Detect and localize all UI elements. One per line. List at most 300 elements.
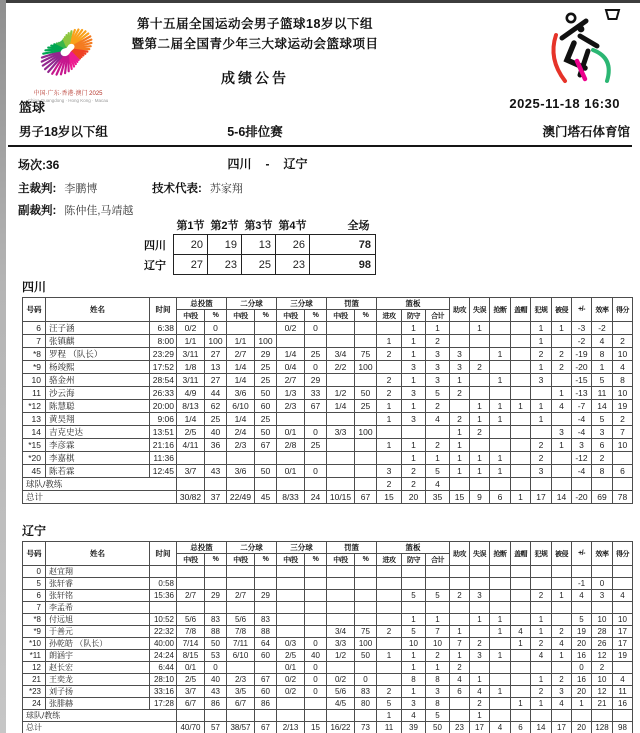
stat-cell [490, 322, 511, 335]
box-score-liaoning [22, 522, 634, 733]
stat-cell [511, 348, 531, 361]
stat-cell: 1/8 [177, 361, 205, 374]
stat-cell: 20 [402, 491, 426, 504]
stat-cell [402, 426, 426, 439]
stat-cell: 23 [450, 722, 470, 733]
stat-cell: 2/3 [277, 400, 305, 413]
stat-cell [490, 478, 511, 491]
technical-delegate [152, 179, 243, 197]
stat-cell: 陈若霖 [46, 465, 150, 478]
stat-cell [305, 452, 327, 465]
stat-cell: 4/5 [327, 698, 355, 710]
stat-cell [490, 387, 511, 400]
stat-cell [552, 578, 572, 590]
stat-cell: 17 [613, 626, 633, 638]
stat-cell: 4 [426, 413, 450, 426]
bulletin-heading: 成绩公告 [221, 70, 289, 86]
stat-cell: 8/33 [277, 491, 305, 504]
stat-cell: 10 [592, 674, 613, 686]
stat-cell: 40 [205, 674, 227, 686]
stat-cell: 40 [205, 426, 227, 439]
stat-cell: 1 [531, 626, 552, 638]
stat-cell [327, 602, 355, 614]
stat-cell: 1 [511, 491, 531, 504]
stat-cell: 100 [355, 638, 377, 650]
stat-cell: 3/5 [227, 686, 255, 698]
stat-cell: 1 [531, 698, 552, 710]
stat-cell: 1 [402, 335, 426, 348]
player-row [23, 439, 633, 452]
stat-cell: 4 [572, 590, 592, 602]
stat-cell: 6/10 [227, 400, 255, 413]
stat-cell: 28:10 [150, 674, 177, 686]
stat-cell: 86 [205, 698, 227, 710]
stat-cell: 13 [23, 413, 46, 426]
col-header: % [305, 310, 327, 322]
stat-cell [552, 374, 572, 387]
box-score-sichuan [22, 278, 634, 504]
stat-cell [255, 478, 277, 491]
col-header: 罚篮 [327, 298, 377, 310]
matchup-heading [0, 155, 535, 172]
stat-cell: 1/4 [177, 413, 205, 426]
stat-cell [490, 590, 511, 602]
title-line-2: 暨第二届全国青少年三大球运动会篮球项目 [131, 37, 379, 51]
stat-cell: 1 [592, 361, 613, 374]
stat-cell: 75 [355, 626, 377, 638]
stat-cell: 4 [552, 400, 572, 413]
stat-cell: 2 [377, 374, 402, 387]
stat-cell [490, 426, 511, 439]
stat-cell [177, 452, 205, 465]
q2-header: 第2节 [210, 220, 239, 232]
stat-cell: 100 [355, 426, 377, 439]
col-header: 失误 [470, 542, 490, 566]
stat-cell: 2 [531, 590, 552, 602]
stat-cell: 1 [402, 452, 426, 465]
stat-cell [490, 566, 511, 578]
stat-cell [355, 335, 377, 348]
stat-cell: 1 [490, 452, 511, 465]
stat-cell: 1 [450, 426, 470, 439]
player-row [23, 638, 633, 650]
stat-cell: 1/2 [327, 387, 355, 400]
stat-cell: 27 [205, 374, 227, 387]
venue-label: 澳门塔石体育馆 [542, 125, 630, 139]
stat-cell: 0 [305, 686, 327, 698]
vs-separator: - [265, 157, 270, 171]
stat-cell [470, 626, 490, 638]
stat-cell: 赵宜翔 [46, 566, 150, 578]
stat-cell: -20 [572, 491, 592, 504]
stat-cell: -20 [572, 361, 592, 374]
stat-cell [327, 374, 355, 387]
stat-cell: 0 [305, 465, 327, 478]
stat-cell [511, 322, 531, 335]
stat-cell [377, 674, 402, 686]
stat-cell: 李孟希 [46, 602, 150, 614]
stat-cell: 1 [402, 686, 426, 698]
stat-cell [552, 710, 572, 722]
col-header: 篮板 [377, 542, 450, 554]
stat-cell: 15 [305, 722, 327, 733]
stat-cell: 60 [255, 686, 277, 698]
stat-cell [227, 452, 255, 465]
stat-cell: -4 [572, 413, 592, 426]
stat-cell [205, 452, 227, 465]
stat-cell: 16 [572, 650, 592, 662]
stat-cell [511, 662, 531, 674]
stat-cell: 5 [426, 387, 450, 400]
stat-cell: -2 [592, 322, 613, 335]
stat-cell [531, 426, 552, 439]
stat-cell [327, 452, 355, 465]
stat-cell: 100 [205, 335, 227, 348]
team-title: 四川 [22, 280, 47, 294]
stat-cell: 3 [402, 413, 426, 426]
player-row [23, 322, 633, 335]
stat-cell: 2 [470, 426, 490, 439]
stat-cell: 0/3 [277, 638, 305, 650]
stat-cell: 1 [490, 413, 511, 426]
stat-cell: 1 [426, 614, 450, 626]
stat-cell: 1 [470, 322, 490, 335]
col-header: 效率 [592, 298, 613, 322]
stat-cell: 60 [255, 650, 277, 662]
stat-cell [511, 686, 531, 698]
stat-cell: 10 [592, 614, 613, 626]
stat-cell [613, 710, 633, 722]
stat-cell: 43 [205, 686, 227, 698]
stat-cell [450, 566, 470, 578]
stat-cell [227, 662, 255, 674]
stat-cell [490, 335, 511, 348]
technical-delegate-label: 技术代表: [152, 183, 202, 195]
stat-cell: 1/4 [327, 400, 355, 413]
stat-cell: 1/2 [327, 650, 355, 662]
stat-cell [177, 602, 205, 614]
stat-cell [255, 710, 277, 722]
stat-cell: 7/11 [227, 638, 255, 650]
stat-cell: -15 [572, 374, 592, 387]
stat-cell: 88 [255, 626, 277, 638]
col-header: 号码 [23, 298, 46, 322]
stat-cell: 1 [552, 322, 572, 335]
stat-cell [205, 578, 227, 590]
stat-cell [377, 361, 402, 374]
stat-cell [305, 413, 327, 426]
col-header: 效率 [592, 542, 613, 566]
stat-cell: 7 [426, 626, 450, 638]
stat-cell [470, 348, 490, 361]
stat-cell: 50 [255, 387, 277, 400]
stat-cell: 3 [402, 698, 426, 710]
stat-cell [490, 361, 511, 374]
stat-cell: 128 [592, 722, 613, 733]
stat-cell [277, 602, 305, 614]
stat-cell: 8 [592, 348, 613, 361]
stat-cell [490, 662, 511, 674]
stat-cell [177, 710, 205, 722]
stat-cell: 1 [426, 452, 450, 465]
stat-cell: 86 [255, 698, 277, 710]
stat-cell: 50 [205, 638, 227, 650]
stat-cell: 2 [552, 626, 572, 638]
stat-cell: 14 [552, 491, 572, 504]
stat-cell: 17 [613, 638, 633, 650]
stat-cell: 25 [255, 374, 277, 387]
stat-cell [531, 578, 552, 590]
stat-cell: *8 [23, 348, 46, 361]
stat-cell: 2 [450, 662, 470, 674]
stat-cell: 5 [592, 374, 613, 387]
col-header: 得分 [613, 298, 633, 322]
stat-cell: -7 [572, 400, 592, 413]
stat-cell [377, 566, 402, 578]
stat-cell: 2 [450, 387, 470, 400]
stat-cell [572, 602, 592, 614]
stat-cell: 6 [592, 439, 613, 452]
col-header: 抢断 [490, 542, 511, 566]
stat-cell [552, 602, 572, 614]
player-row [23, 602, 633, 614]
col-header: 得分 [613, 542, 633, 566]
stat-cell [377, 662, 402, 674]
stat-cell [490, 710, 511, 722]
stat-cell [255, 452, 277, 465]
stat-cell: 2/2 [327, 361, 355, 374]
stat-cell: 汪子涵 [46, 322, 150, 335]
stat-cell: 1 [377, 400, 402, 413]
page-title [0, 14, 510, 54]
col-header: 失误 [470, 298, 490, 322]
stat-cell: 40 [305, 650, 327, 662]
stat-cell: 67 [255, 439, 277, 452]
stat-cell: 5 [402, 626, 426, 638]
stat-cell: 2 [470, 638, 490, 650]
stat-cell: 4 [613, 590, 633, 602]
stat-cell [227, 602, 255, 614]
total-score-cell: 78 [310, 235, 376, 255]
stat-cell [327, 710, 355, 722]
col-header: 罚篮 [327, 542, 377, 554]
stat-cell: 4 [613, 674, 633, 686]
quarter-score-table [136, 216, 376, 275]
stat-cell: 88 [205, 626, 227, 638]
player-row [23, 626, 633, 638]
stat-cell: 1 [470, 674, 490, 686]
stat-cell: 2 [552, 361, 572, 374]
player-row [23, 387, 633, 400]
phase-label: 5-6排位赛 [227, 125, 283, 139]
stat-cell: 1 [450, 626, 470, 638]
stat-cell: 0 [305, 662, 327, 674]
stat-cell: 2 [552, 674, 572, 686]
referee-label: 主裁判: [18, 183, 57, 195]
stat-cell: 4 [426, 478, 450, 491]
stat-cell: 5 [572, 614, 592, 626]
scan-edge-top [0, 0, 640, 3]
stat-cell [205, 478, 227, 491]
stat-cell: 6:38 [150, 322, 177, 335]
score-row-home [136, 235, 376, 255]
stat-cell: 2 [450, 590, 470, 602]
stat-cell: 25 [305, 348, 327, 361]
stat-cell: 50 [426, 722, 450, 733]
score-cell: 26 [276, 235, 310, 255]
stat-cell: 张腓赫 [46, 698, 150, 710]
col-header: 进攻 [377, 310, 402, 322]
stat-cell: 2/3 [227, 674, 255, 686]
stat-cell [255, 566, 277, 578]
stat-cell: 4 [511, 626, 531, 638]
stat-cell: 5 [592, 413, 613, 426]
stat-cell: 1 [470, 400, 490, 413]
stat-cell [402, 578, 426, 590]
datetime-label: 2025-11-18 16:30 [509, 96, 620, 111]
stat-cell: 11 [613, 686, 633, 698]
col-header: 二分球 [227, 542, 277, 554]
col-header: +/- [572, 542, 592, 566]
stat-cell: 7/8 [227, 626, 255, 638]
stat-cell: 3/3 [327, 426, 355, 439]
stat-cell: 3/7 [177, 686, 205, 698]
stat-cell: 2 [531, 638, 552, 650]
stat-cell: 1 [531, 335, 552, 348]
stat-cell: -4 [572, 426, 592, 439]
stat-cell: 1 [470, 710, 490, 722]
stat-cell: 3 [426, 686, 450, 698]
q3-header: 第3节 [244, 220, 273, 232]
stat-cell: 50 [355, 387, 377, 400]
stat-cell: 17 [531, 491, 552, 504]
col-header: 中/投 [277, 554, 305, 566]
stat-cell: 64 [255, 638, 277, 650]
stat-cell: 21:16 [150, 439, 177, 452]
stat-cell [572, 566, 592, 578]
stat-cell [470, 478, 490, 491]
stat-cell: 16 [613, 698, 633, 710]
stat-cell [592, 602, 613, 614]
stat-cell: 李嘉棋 [46, 452, 150, 465]
stat-cell: 1 [531, 400, 552, 413]
stat-cell [327, 413, 355, 426]
col-header: 时间 [150, 542, 177, 566]
stat-cell: 57 [205, 722, 227, 733]
stat-cell: -19 [572, 348, 592, 361]
stat-cell [377, 578, 402, 590]
stat-cell [450, 335, 470, 348]
stat-cell: 2/5 [177, 426, 205, 439]
stat-cell: 1 [450, 465, 470, 478]
stat-cell [552, 478, 572, 491]
stat-cell [592, 478, 613, 491]
stat-cell [277, 578, 305, 590]
stat-cell [305, 335, 327, 348]
player-row [23, 413, 633, 426]
stat-cell [277, 566, 305, 578]
stat-cell: 1 [426, 662, 450, 674]
q4-header: 第4节 [278, 220, 307, 232]
player-row [23, 452, 633, 465]
stat-cell [305, 566, 327, 578]
stat-cell: 0 [572, 662, 592, 674]
emblem-caption: 中国·广东·香港·澳门 2025 [33, 91, 103, 97]
col-header: 总投篮 [177, 298, 227, 310]
stat-cell: 1 [450, 374, 470, 387]
col-header: 盖帽 [511, 298, 531, 322]
emblem-caption-en: China Guangdong · Hong Kong · Macau [27, 98, 109, 104]
stat-cell: 0 [592, 578, 613, 590]
stat-cell: 80 [355, 698, 377, 710]
stat-cell: 张镇麒 [46, 335, 150, 348]
stat-cell [470, 602, 490, 614]
stat-cell [613, 602, 633, 614]
stat-cell: 25 [255, 413, 277, 426]
stat-cell [255, 322, 277, 335]
stat-cell: 3 [402, 361, 426, 374]
col-header: % [205, 310, 227, 322]
stat-cell: 5 [377, 698, 402, 710]
stat-cell: 11 [23, 387, 46, 400]
stat-cell: 3 [552, 686, 572, 698]
stat-cell: 骆金州 [46, 374, 150, 387]
stat-cell [490, 578, 511, 590]
stat-cell [450, 478, 470, 491]
stat-cell [277, 698, 305, 710]
stat-cell [327, 578, 355, 590]
col-header: % [305, 554, 327, 566]
col-header: % [255, 554, 277, 566]
stat-cell: 15:36 [150, 590, 177, 602]
col-header: 时间 [150, 298, 177, 322]
stat-cell: 14 [531, 722, 552, 733]
stat-cell: 45 [255, 491, 277, 504]
stat-cell: 20 [572, 638, 592, 650]
stat-cell: 2 [470, 698, 490, 710]
col-header: 助攻 [450, 298, 470, 322]
stat-cell: 10 [402, 638, 426, 650]
stat-cell: 3/4 [327, 626, 355, 638]
stat-cell: 1 [377, 650, 402, 662]
stat-cell: 4 [552, 698, 572, 710]
col-header: 被侵 [552, 298, 572, 322]
col-header: 总投篮 [177, 542, 227, 554]
stat-cell: *9 [23, 626, 46, 638]
stat-cell: 2/4 [227, 426, 255, 439]
stat-cell [613, 478, 633, 491]
stat-cell: 0 [305, 638, 327, 650]
player-row [23, 348, 633, 361]
stat-cell: 3 [426, 348, 450, 361]
stat-cell [531, 662, 552, 674]
stat-cell: 3 [402, 387, 426, 400]
team-coach-row [23, 478, 633, 491]
stat-cell: 10/15 [327, 491, 355, 504]
stat-cell: 10 [23, 374, 46, 387]
stat-cell [327, 566, 355, 578]
col-header: 防守 [402, 554, 426, 566]
stat-cell [377, 614, 402, 626]
stat-cell [277, 626, 305, 638]
stat-cell: 25 [255, 361, 277, 374]
stat-cell [511, 439, 531, 452]
stat-cell [470, 566, 490, 578]
stat-cell [355, 374, 377, 387]
stat-cell [613, 662, 633, 674]
stat-cell: 8 [613, 374, 633, 387]
stat-cell: 4 [613, 361, 633, 374]
